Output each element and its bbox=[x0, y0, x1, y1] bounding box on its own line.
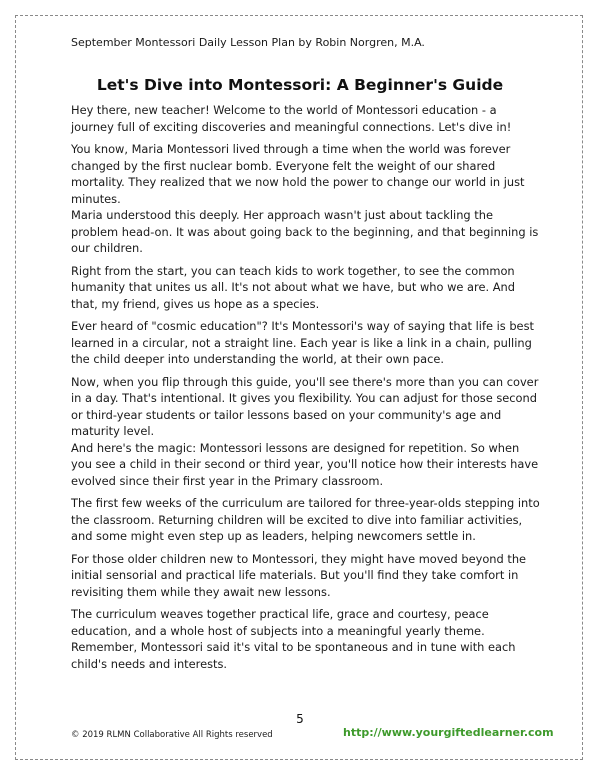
page-title: Let's Dive into Montessori: A Beginner's Guide bbox=[96, 76, 504, 95]
paragraph-first-weeks: The first few weeks of the curriculum are tailored for three-year-olds stepping into the classroom. Returning children will be excited to dive into familiar activities, and some might even step up as leaders, helping newcomers settle in. bbox=[71, 496, 540, 543]
website-link[interactable]: http://www.yourgiftedlearner.com bbox=[343, 726, 554, 739]
paragraph-common-humanity: Right from the start, you can teach kids to work together, to see the common humanity that unites us all. It's not about what we have, but who we are. And that, my friend, gives us hope as a species. bbox=[71, 263, 515, 311]
paragraph-intro: Hey there, new teacher! Welcome to the world of Montessori education - a journey full of exciting discoveries and meaningful connections. Let's dive in! bbox=[71, 103, 512, 134]
body-content bbox=[71, 102, 541, 678]
paragraph-repetition: And here's the magic: Montessori lessons are designed for repetition. So when you see a child in their second or third year, you'll notice how their interests have evolved since their first year in the Primary classroom. bbox=[71, 440, 539, 488]
copyright-notice: © 2019 RLMN Collaborative All Rights reserved bbox=[71, 730, 273, 740]
paragraph-cosmic-education: Ever heard of "cosmic education"? It's Montessori's way of saying that life is best learned in a circular, not a straight line. Each year is like a link in a chain, pulling the child deeper into understanding the world, at their own pace. bbox=[71, 319, 534, 366]
paragraph-nuclear-bomb: You know, Maria Montessori lived through a time when the world was forever changed by the first nuclear bomb. Everyone felt the weight of our shared mortality. They realized that we now hold the power to change our world in just minutes. bbox=[71, 142, 525, 206]
paragraph-flexibility: Now, when you flip through this guide, you'll see there's more than you can cover in a day. That's intentional. It gives you flexibility. You can adjust for those second or third-year students or tailor lessons based on your community's age and maturity level. bbox=[71, 374, 539, 438]
paragraph-curriculum: The curriculum weaves together practical life, grace and courtesy, peace education, and a whole host of subjects into a meaningful yearly theme. Remember, Montessori said it's vital to be spontaneous and in tune with each child's needs and interests. bbox=[71, 607, 516, 671]
paragraph-maria-understood: Maria understood this deeply. Her approach wasn't just about tackling the problem head-on. It was about going back to the beginning, and that beginning is our children. bbox=[71, 208, 539, 255]
document-header: September Montessori Daily Lesson Plan by Robin Norgren, M.A. bbox=[71, 36, 425, 49]
page-number: 5 bbox=[296, 712, 304, 726]
paragraph-older-children: For those older children new to Montessori, they might have moved beyond the initial sensorial and practical life materials. But you'll find they take comfort in revisiting them while they await new lessons. bbox=[71, 551, 527, 599]
